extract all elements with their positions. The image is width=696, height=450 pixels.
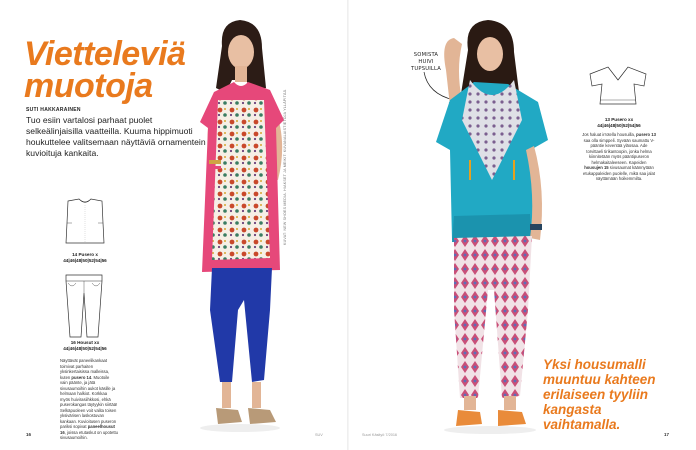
blouse-technical-drawing (586, 64, 650, 108)
top-pattern-sizes: 44|46|48|50|52|54|56 (63, 258, 107, 263)
author-byline: SUTI HAKKARAINEN (26, 107, 81, 113)
blouse-pattern-number: 13 Pusero xx (604, 117, 634, 122)
pants-technical-drawing (62, 273, 106, 339)
blouse-pattern-caption (584, 117, 654, 129)
right-body-text (582, 132, 656, 182)
pants-pattern-number: 16 Housut xx (70, 340, 100, 345)
model-photo-right (410, 10, 560, 445)
right-body-part-4: housujen 15 (584, 165, 609, 170)
spine-gutter (347, 0, 349, 450)
left-body-part-5: , joissa etutaskut on upotettu sivusaumoihin. (60, 429, 118, 440)
scarf-annotation-line-1: SOMISTA HUIVI (413, 52, 439, 65)
left-body-part-1: Näyttävät paneelikankaat toimivat parhaiten yksinkertaisissa malleissa, kuten (60, 358, 110, 380)
left-body-part-2: pusero 14 (71, 374, 92, 380)
right-body-part-3: saa olla simppeli. Syvään saumattu V-pääntie keventää yläosaa. Ade torvittaeli tirikantoopin, jonka helma kiinnitetään myös pääntipuseron helmakaitaleeseen. Kapeiden (583, 137, 655, 165)
pants-pattern-sizes: 44|46|48|50|52|54|56 (63, 346, 107, 351)
page-title (24, 35, 186, 105)
page-number-left: 16 (26, 432, 32, 437)
pull-quote: Yksi housumalli muuntuu kahteen erilaiseen tyyliin kangasta vaihtamalla. (543, 357, 656, 432)
left-body-text (60, 358, 118, 441)
top-pattern-number: 14 Pusero x (72, 252, 98, 257)
right-body-part-5: sivusaumat käännytään etukappaleiden puolelle, mikä saa jalat näyttämään hoikemmilta. (583, 165, 655, 181)
footer-right-center: Suuri Käsityö 7/2016 (362, 433, 398, 437)
top-pattern-caption (49, 252, 121, 264)
top-technical-drawing (64, 197, 106, 247)
scarf-annotation-line-2: TUPSUILLA (411, 66, 441, 72)
left-body-part-4: paneelhousut 16 (60, 424, 115, 435)
page-number-right: 17 (664, 432, 670, 437)
model-photo-left (180, 10, 300, 445)
footer-left-center: SUV (315, 433, 323, 437)
right-body-part-2: pusero 13 (636, 132, 656, 137)
right-body-part-1: Jos haluat irrotella housuilla, (582, 132, 637, 137)
photo-credit-vertical: KUVAT: NEW SHOES MEDIA. HIAKSET JA MEIKIT: KUVANALAISTIETOJA YLLÄPITÄÄ. (283, 88, 287, 245)
left-body-part-3: . Muotoile vain päänte, ja jätä sivusaumoihin aukot käsille ja helmaan halkiot. Korkkaa myös huivirasiihkkosi, ehkä puserokangas täytyykin siirtää! Selkäpuoleen voit valita toisen yksivärisen laskostuvan kankaan. Kuvioitusen puseron pariksi sopivat (60, 374, 118, 429)
intro-paragraph: Tuo esiin vartalosi parhaat puolet selkeälinjaisilla vaatteilla. Kuuma hippimuoti houkuttelee valitsemaan näyttäviä ornamentein kuvioituja kankaita. (26, 115, 206, 158)
blouse-pattern-sizes: 44|46|48|50|52|54|56 (597, 123, 641, 128)
title-line-2: muotoja (24, 67, 153, 105)
pants-pattern-caption (49, 340, 121, 352)
title-line-1: Vietteleviä (24, 35, 186, 73)
